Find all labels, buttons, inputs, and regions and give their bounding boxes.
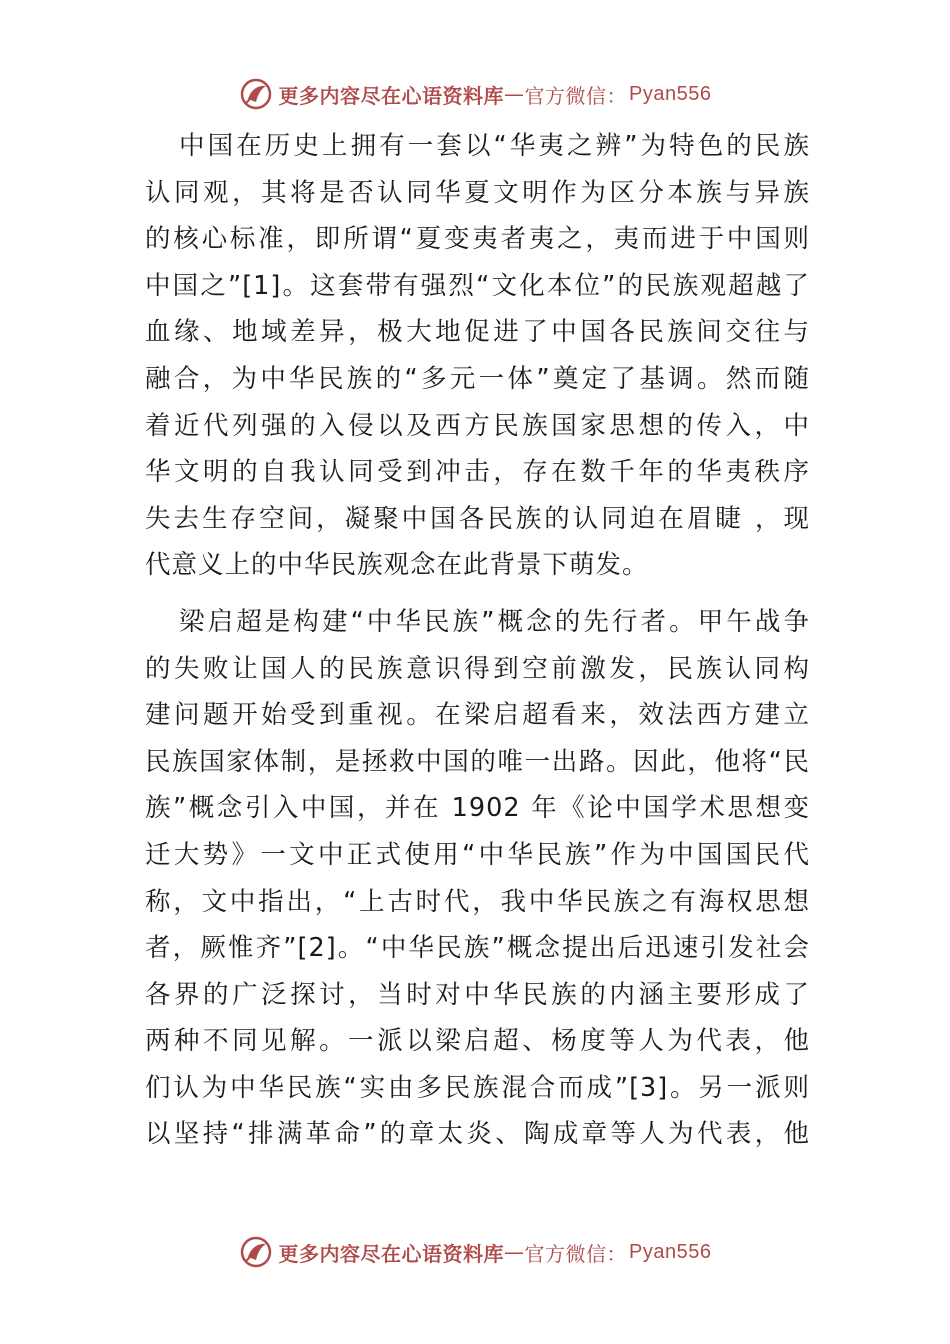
footer-wechat-label: 官方微信： — [524, 1241, 628, 1266]
header-brand-text: 更多内容尽在心语资料库 — [278, 83, 505, 108]
text-line: 认同观，其将是否认同华夏文明作为区分本族与异族 — [145, 177, 810, 208]
text-line: 以坚持“排满革命”的章太炎、陶成章等人为代表，他 — [145, 1119, 810, 1150]
logo-icon — [239, 77, 273, 111]
text-line: 失去生存空间，凝聚中国各民族的认同迫在眉睫 ，现 — [145, 503, 810, 534]
text-line: 中国在历史上拥有一套以“华夷之辨”为特色的民族 — [179, 131, 810, 161]
logo-icon — [239, 1235, 273, 1269]
text-line: 华文明的自我认同受到冲击，存在数千年的华夷秩序 — [145, 457, 810, 488]
text-line: 代意义上的中华民族观念在此背景下萌发。 — [145, 550, 649, 581]
text-line: 迁大势》一文中正式使用“中华民族”作为中国国民代 — [145, 839, 810, 870]
text-line: 中国之”[1]。这套带有强烈“文化本位”的民族观超越了 — [145, 270, 810, 301]
text-line: 血缘、地域差异，极大地促进了中国各民族间交往与 — [145, 317, 810, 348]
text-line: 们认为中华民族“实由多民族混合而成”[3]。另一派则 — [145, 1072, 810, 1103]
paragraph — [145, 123, 810, 589]
paragraph-gap — [145, 589, 810, 599]
header-wechat-label: 官方微信： — [524, 83, 628, 108]
text-line: 称，文中指出，“上古时代，我中华民族之有海权思想 — [145, 886, 810, 917]
footer-watermark — [0, 1232, 950, 1272]
text-line: 族”概念引入中国，并在 1902 年《论中国学术思想变 — [145, 793, 810, 824]
text-line: 的失败让国人的民族意识得到空前激发，民族认同构 — [145, 653, 810, 684]
text-line: 着近代列强的入侵以及西方民族国家思想的传入，中 — [145, 410, 810, 441]
text-line: 各界的广泛探讨，当时对中华民族的内涵主要形成了 — [145, 979, 810, 1010]
text-line: 建问题开始受到重视。在梁启超看来，效法西方建立 — [145, 700, 810, 731]
paragraph — [145, 599, 810, 1158]
footer-wechat-id: Pyan556 — [629, 1240, 712, 1263]
text-line: 的核心标准，即所谓“夏变夷者夷之，夷而进于中国则 — [145, 224, 810, 255]
header-wechat-id: Pyan556 — [629, 82, 712, 105]
text-line: 融合，为中华民族的“多元一体”奠定了基调。然而随 — [145, 363, 810, 394]
text-line: 民族国家体制，是拯救中国的唯一出路。因此，他将“民 — [145, 746, 810, 777]
document-body — [145, 123, 810, 1158]
header-watermark — [0, 74, 950, 114]
text-line: 两种不同见解。一派以梁启超、杨度等人为代表，他 — [145, 1026, 810, 1057]
text-line: 梁启超是构建“中华民族”概念的先行者。甲午战争 — [179, 606, 810, 637]
text-line: 者，厥惟齐”[2]。“中华民族”概念提出后迅速引发社会 — [145, 933, 810, 964]
header-separator: — — [504, 82, 525, 106]
footer-separator: — — [504, 1240, 525, 1264]
footer-brand-text: 更多内容尽在心语资料库 — [278, 1241, 505, 1266]
